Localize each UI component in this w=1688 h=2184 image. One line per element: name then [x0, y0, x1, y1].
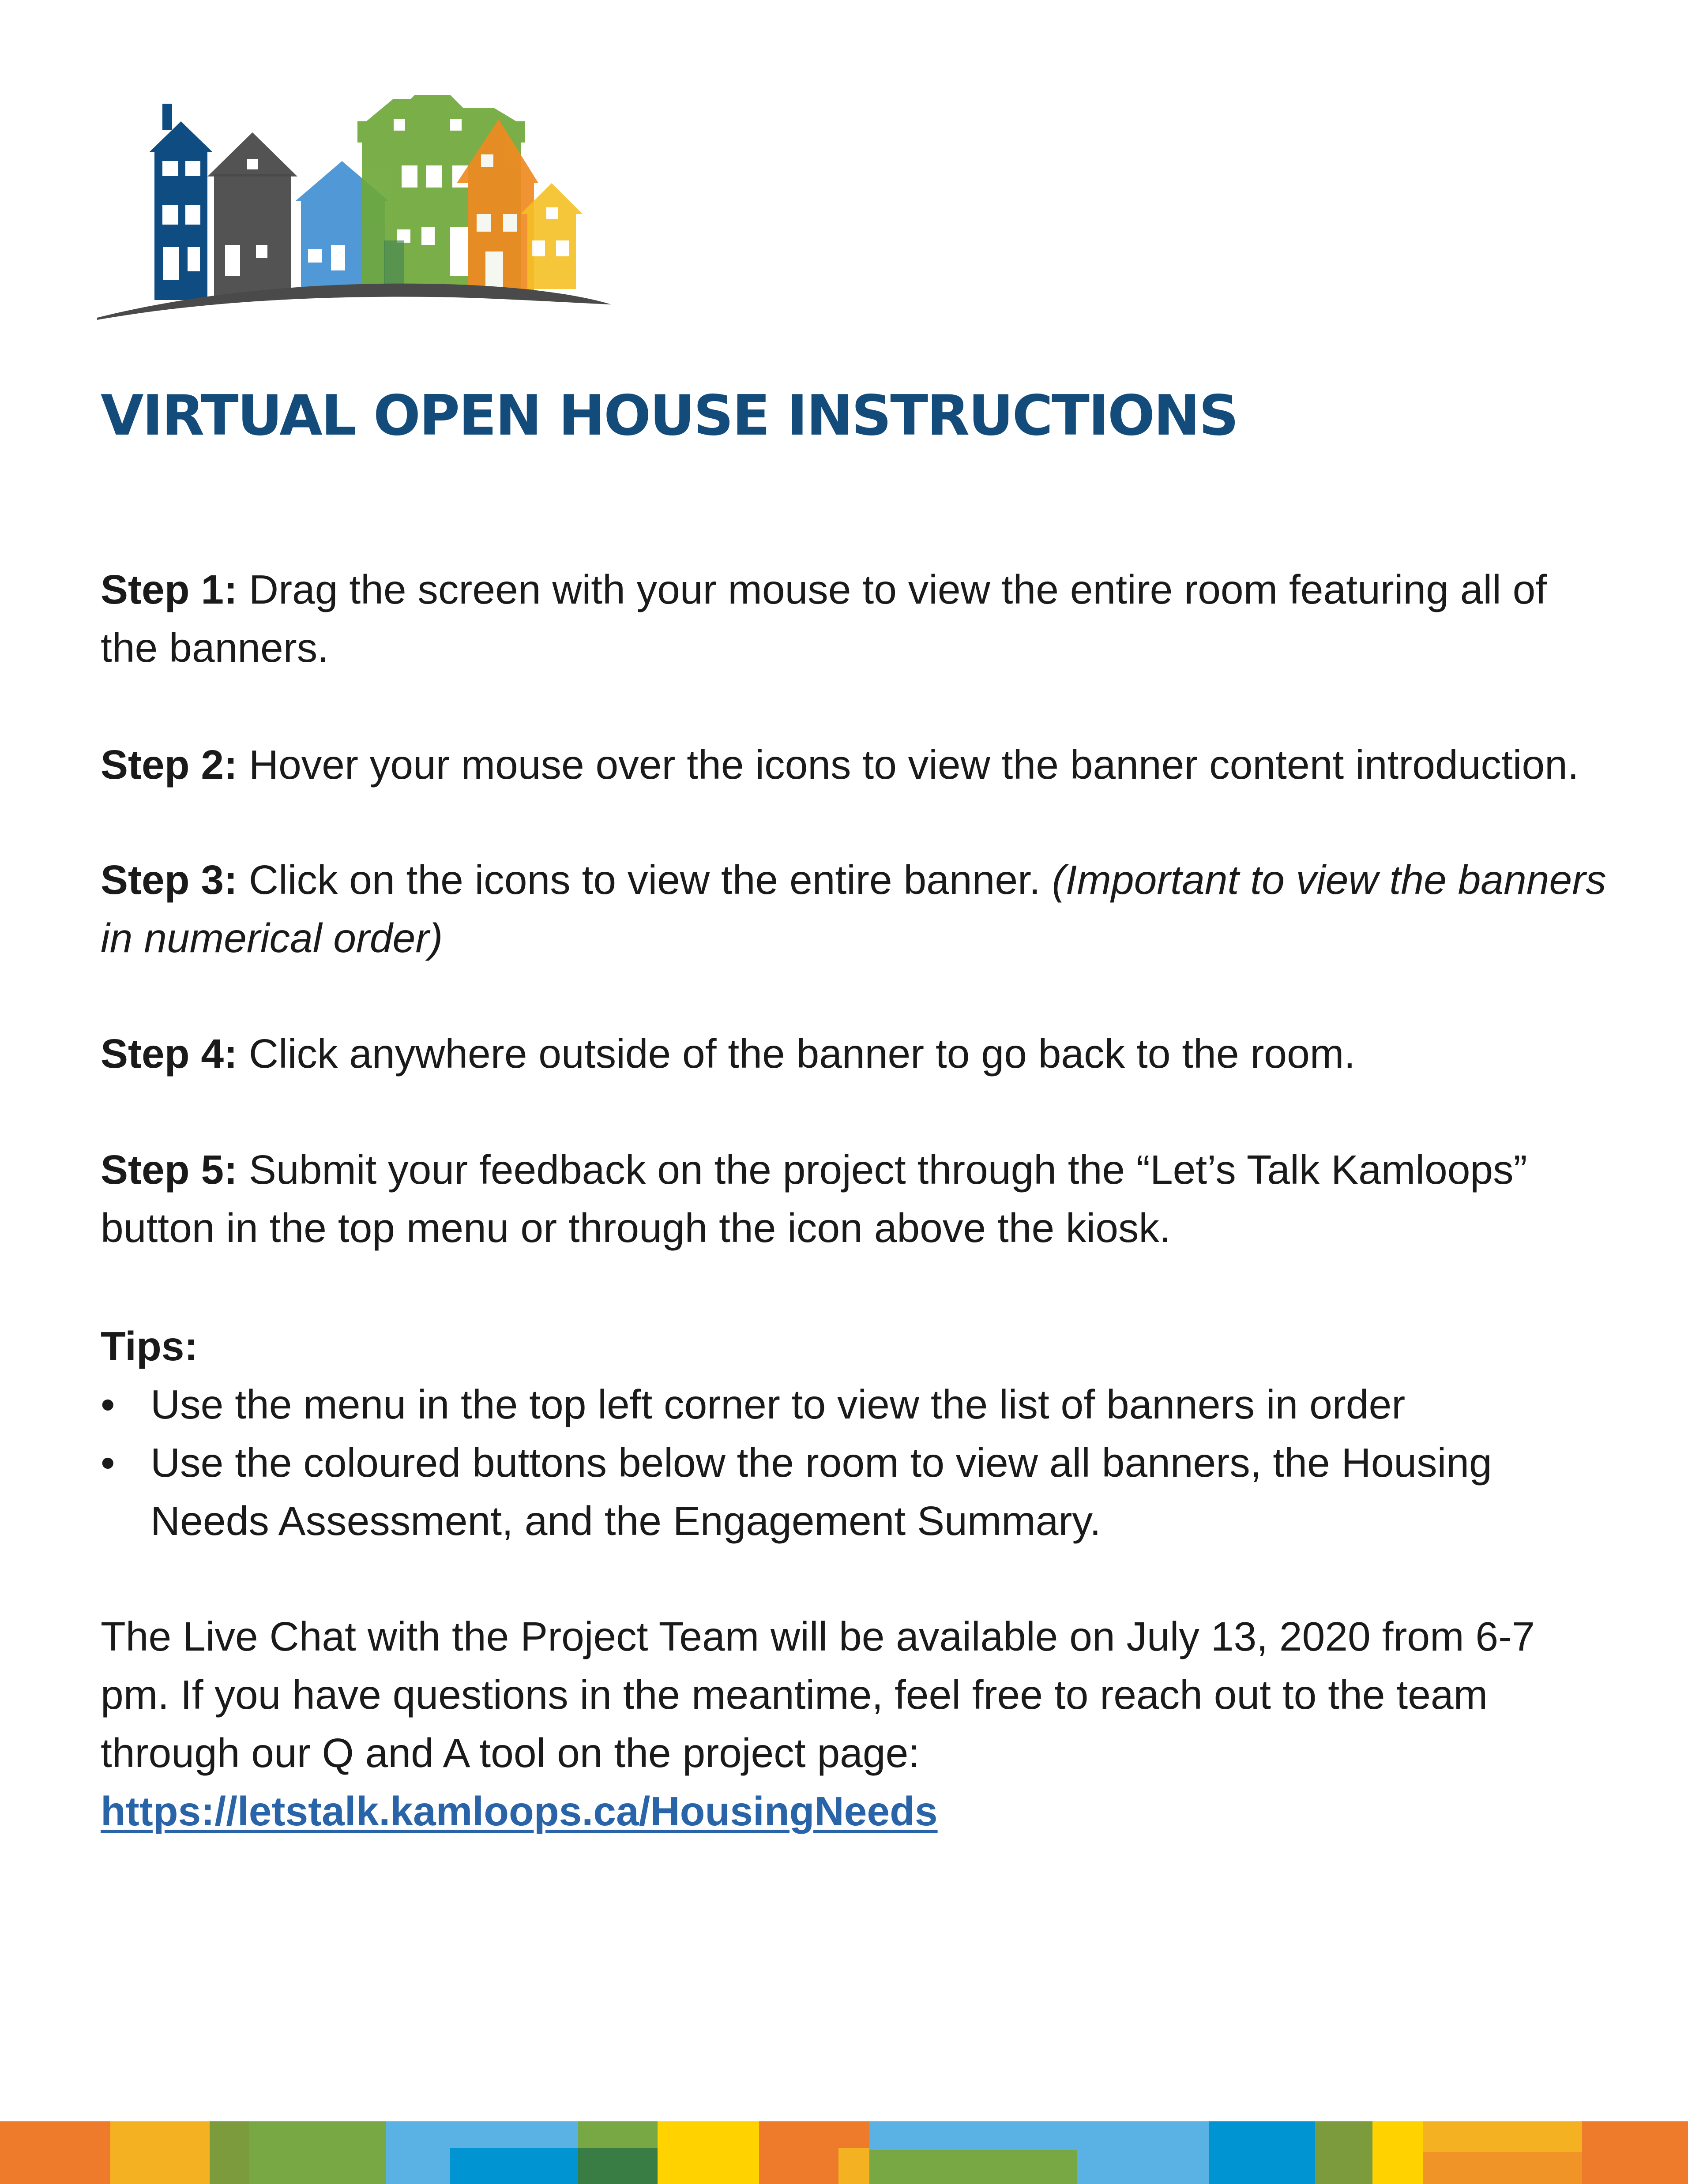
footer-block — [110, 2121, 210, 2184]
step-1-label: Step 1: — [101, 567, 238, 612]
tip-text: Use the menu in the top left corner to view the list of banners in order — [150, 1381, 1406, 1427]
step-2 — [101, 736, 1610, 794]
step-4 — [101, 1024, 1610, 1083]
footer-block — [1423, 2152, 1582, 2184]
footer-block — [658, 2121, 759, 2184]
footer-block — [869, 2150, 1077, 2184]
tips-heading-text: Tips: — [101, 1323, 198, 1369]
step-3 — [101, 851, 1610, 967]
footer-block — [210, 2121, 249, 2184]
step-4-label: Step 4: — [101, 1031, 238, 1077]
step-3-note: (Important to view the banners in numerical order) — [101, 857, 1606, 961]
step-1 — [101, 560, 1610, 677]
house-dark-blue — [149, 104, 213, 300]
tips-list — [101, 1375, 1610, 1550]
footer-block — [1209, 2121, 1315, 2184]
tip-text: Use the coloured buttons below the room to view all banners, the Housing Needs Assessment, and the Engagement Summary. — [150, 1440, 1492, 1544]
step-5 — [101, 1141, 1610, 1257]
footer-block — [450, 2148, 578, 2184]
footer-block — [1582, 2121, 1688, 2184]
footer-color-band — [0, 2121, 1688, 2184]
closing-text: The Live Chat with the Project Team will be available on July 13, 2020 from 6-7 pm. If you have questions in the meantime, feel free to reach out to the team through our Q and A tool on the project page: — [101, 1614, 1535, 1776]
list-item — [101, 1433, 1610, 1550]
step-1-text: Drag the screen with your mouse to view the entire room featuring all of the banners. — [101, 567, 1547, 671]
footer-block — [0, 2121, 110, 2184]
project-page-link[interactable]: https://letstalk.kamloops.ca/HousingNeeds — [101, 1788, 938, 1834]
house-grey — [207, 132, 297, 296]
bullet-icon: • — [101, 1381, 115, 1427]
list-item — [101, 1375, 1610, 1433]
step-3-label: Step 3: — [101, 857, 238, 903]
footer-block — [249, 2121, 386, 2184]
bullet-icon: • — [101, 1440, 115, 1486]
step-2-text: Hover your mouse over the icons to view the banner content introduction. — [237, 742, 1579, 788]
step-5-label: Step 5: — [101, 1147, 238, 1193]
footer-block — [1372, 2121, 1423, 2184]
step-2-label: Step 2: — [101, 742, 238, 788]
tips-heading — [101, 1317, 1610, 1375]
step-5-text: Submit your feedback on the project through the “Let’s Talk Kamloops” button in the top menu or through the icon above the kiosk. — [101, 1147, 1527, 1251]
step-3-text: Click on the icons to view the entire banner. — [237, 857, 1052, 903]
step-4-text: Click anywhere outside of the banner to go back to the room. — [237, 1031, 1356, 1077]
footer-block — [838, 2148, 869, 2184]
closing-paragraph — [101, 1607, 1610, 1840]
page-title: VIRTUAL OPEN HOUSE INSTRUCTIONS — [101, 383, 1238, 448]
houses-skyline-logo — [97, 95, 613, 324]
footer-block — [1315, 2121, 1372, 2184]
